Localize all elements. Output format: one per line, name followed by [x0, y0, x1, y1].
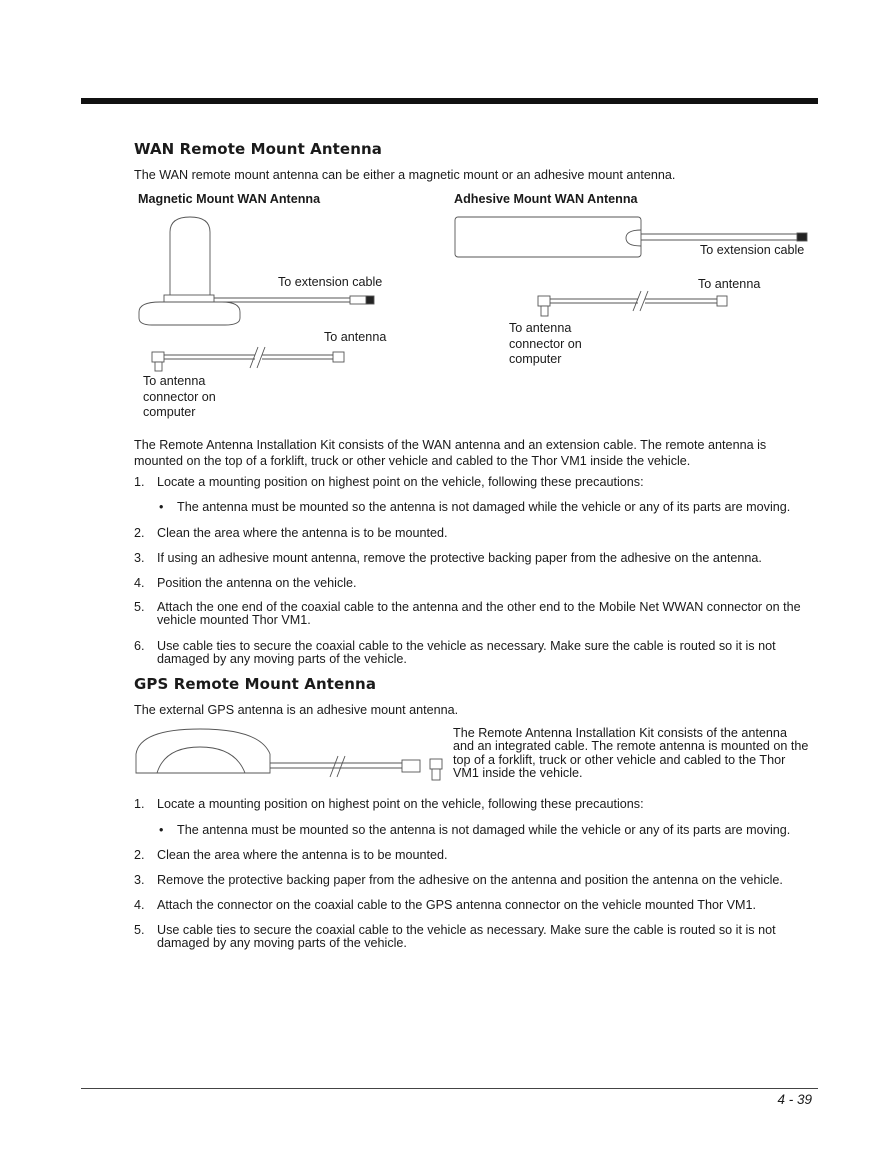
adhesive-caption: Adhesive Mount WAN Antenna: [454, 192, 638, 206]
adhesive-extension-cable-drawing: [538, 291, 727, 316]
gps-side-paragraph: The Remote Antenna Installation Kit consists of the antenna and an integrated cable. The remote antenna is mounted on the top of a forklift, truck or other vehicle and cabled to the Thor VM1 inside the vehicle.: [453, 726, 809, 780]
wan-kit-paragraph: The Remote Antenna Installation Kit consists of the WAN antenna and an extension cable. The remote antenna is mounted on the top of a forklift, truck or other vehicle and cabled to the Thor VM1 inside the vehicle.: [134, 438, 767, 468]
gps-antenna-drawing: [136, 729, 442, 780]
footer-rule: [81, 1088, 818, 1089]
wan-intro: The WAN remote mount antenna can be either a magnetic mount or an adhesive mount antenna.: [134, 168, 676, 182]
magnetic-label-connector: To antenna connector on computer: [143, 374, 216, 419]
magnetic-label-antenna: To antenna: [324, 330, 387, 344]
adhesive-label-connector: To antenna connector on computer: [509, 321, 582, 366]
gps-section-title: GPS Remote Mount Antenna: [134, 675, 377, 693]
adhesive-label-extension: To extension cable: [700, 243, 805, 257]
magnetic-caption: Magnetic Mount WAN Antenna: [138, 192, 321, 206]
wan-section-title: WAN Remote Mount Antenna: [134, 140, 382, 158]
magnetic-antenna-drawing: [139, 217, 374, 325]
adhesive-label-antenna: To antenna: [698, 277, 761, 291]
gps-intro: The external GPS antenna is an adhesive mount antenna.: [134, 703, 459, 717]
magnetic-label-extension: To extension cable: [278, 275, 383, 289]
page-number: 4 - 39: [777, 1092, 812, 1107]
magnetic-extension-cable-drawing: [152, 347, 344, 371]
